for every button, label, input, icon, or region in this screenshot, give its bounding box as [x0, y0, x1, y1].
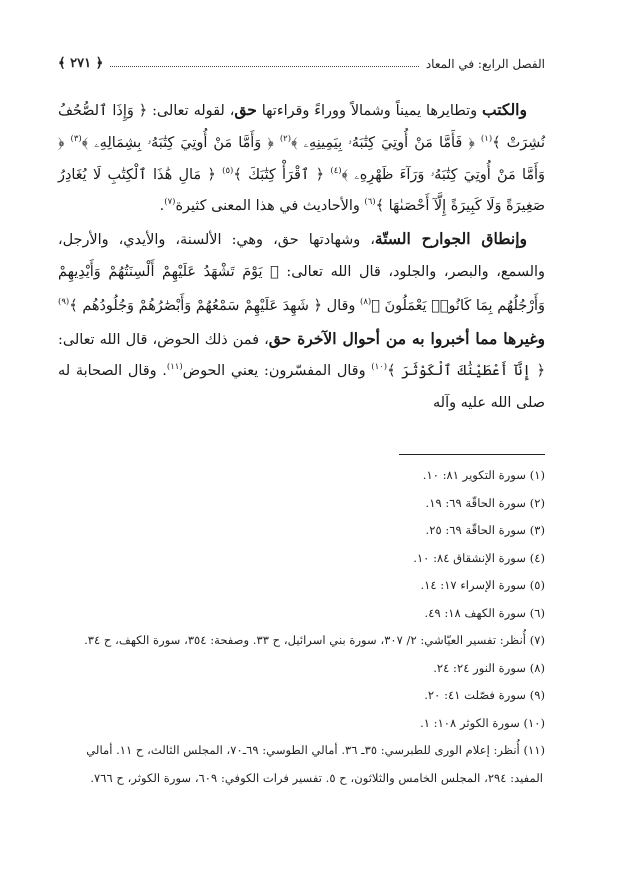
footnote-item: (٥) سورة الإسراء ١٧: ١٤.	[420, 578, 545, 592]
paragraph-limbs	[58, 223, 545, 420]
footnote-ref: (٦)	[364, 197, 376, 208]
footnote-item: (٨) سورة النور ٢٤: ٢٤.	[433, 660, 545, 675]
bold-term: وغيرها مما أخبروا به من أحوال الآخرة حق	[268, 328, 545, 348]
text-run: ، فمن ذلك الحوض، قال الله تعالى:	[58, 331, 269, 348]
text-run: وقال	[321, 297, 360, 314]
footnote-ref: (٣)	[70, 134, 82, 144]
footnote-item: (٦) سورة الكهف ١٨: ٤٩.	[424, 605, 545, 620]
footnote-item: (٩) سورة فصّلت ٤١: ٢٠.	[424, 688, 545, 702]
footnote-item: (١٠) سورة الكوثر ١٠٨: ١.	[420, 715, 545, 730]
footnote-item: (١) سورة التكوير ٨١: ١٠.	[422, 468, 545, 482]
bold-term: وإنطاق الجوارح الستّة	[374, 229, 527, 249]
footnote-ref: (٩)	[58, 296, 70, 307]
footnote-ref: (٨)	[359, 296, 372, 307]
footnote-text: (١١) أُنظر: إعلام الورى للطبرسي: ٣٥ـ ٣٦. أمالي الطوسي: ٦٩ـ٧٠، المجلس الثالث، ح ١١. أمالي	[86, 743, 545, 757]
quran-verse: ﴿ ٱقْرَأْ كِتَٰبَكَ ﴾	[233, 166, 331, 183]
running-header	[58, 56, 545, 71]
page-number: ﴿ ٢٧١ ﴾	[58, 56, 104, 71]
quran-verse: ﴿ وَإِذَا ٱلصُّحُفُ نُشِرَتْ ﴾	[58, 103, 546, 151]
footnote-item: (٢) سورة الحاقّة ٦٩: ١٩.	[425, 495, 545, 510]
footnote-ref: (١١)	[166, 362, 183, 373]
text-run: والأحاديث في هذا المعنى كثيرة	[175, 198, 365, 215]
quran-verse: ﴿ شَهِدَ عَلَيْهِمْ سَمْعُهُمْ وَأَبْصَٰرُهُمْ وَجُلُودُهُم ﴾	[69, 297, 322, 314]
footnote-ref: (١٠)	[371, 362, 388, 373]
bold-term: والكتب	[482, 100, 527, 119]
quran-verse: ﴿ مَالِ هَٰذَا ٱلْكِتَٰبِ لَا يُغَادِرُ صَغِيرَةً وَلَا كَبِيرَةً إِلَّآ أَحْصَىٰهَا ﴾	[58, 166, 545, 215]
text-run: ، وشهادتها حق، وهي: الألسنة، والأيدي، والأرجل، والسمع، والبصر، والجلود، قال الله تعالى:	[58, 232, 545, 280]
footnote-ref: (١)	[480, 134, 493, 144]
text-run: وقال المفسّرون: يعني الحوض	[182, 363, 372, 380]
paragraph-books	[58, 94, 545, 223]
footnote-item: (٧) أُنظر: تفسير العيّاشي: ٢/ ٣٠٧، سورة بني اسرائيل، ح ٣٣. وصفحة: ٣٥٤، سورة الكهف، ح ٣٤.	[84, 633, 545, 647]
quran-verse: ﴿ إِنَّآ أَعْطَيْنَٰكَ ٱلْكَوْثَرَ ﴾	[387, 363, 546, 380]
text-run: وتطايرها يميناً وشمالاً ووراءً وقراءتها	[256, 103, 482, 119]
footnote-item-11	[58, 737, 545, 792]
footnote-separator	[399, 454, 545, 455]
footnote-ref: (٢)	[279, 134, 292, 144]
text-run: .	[159, 198, 165, 215]
dotted-leader	[110, 66, 419, 67]
bold-term: حق	[234, 100, 257, 119]
footnote-ref: (٤)	[330, 165, 342, 176]
footnote-continuation: المفيد: ٢٩٤، المجلس الخامس والثلاثون، ح ٥. تفسير فرات الكوفي: ٦٠٩، سورة الكوثر، ح ٧٦٦.	[90, 770, 543, 785]
footnote-ref: (٧)	[164, 197, 176, 208]
main-text	[58, 94, 545, 420]
chapter-title: الفصل الرابع: في المعاد	[425, 56, 545, 71]
footnote-item: (٤) سورة الإنشقاق ٨٤: ١٠.	[413, 550, 545, 565]
text-run: ، لقوله تعالى:	[147, 103, 235, 119]
text-run: . وقال الصحابة له صلى الله عليه وآله	[58, 363, 545, 412]
footnote-item: (٣) سورة الحاقّة ٦٩: ٢٥.	[425, 523, 545, 537]
quran-verse: ﴿ وَأَمَّا مَنْ أُوتِيَ كِتَٰبَهُۥ وَرَآءَ ظَهْرِهِۦ ﴾	[58, 134, 546, 183]
footnote-ref: (٥)	[222, 165, 234, 176]
quran-verse: ﴿ فَأَمَّا مَنْ أُوتِيَ كِتَٰبَهُۥ بِيَمِينِهِۦ ﴾	[291, 134, 481, 151]
quran-verse: ﴿ وَأَمَّا مَنْ أُوتِيَ كِتَٰبَهُۥ بِشِمَالِهِۦ ﴾	[81, 134, 280, 151]
quran-verse: ﴿ يَوْمَ تَشْهَدُ عَلَيْهِمْ أَلْسِنَتُهُمْ وَأَيْدِيهِمْ وَأَرْجُلُهُم بِمَا كَانُوا۟ يَعْمَلُونَ ﴾	[58, 263, 545, 314]
footnotes-list	[58, 462, 545, 792]
